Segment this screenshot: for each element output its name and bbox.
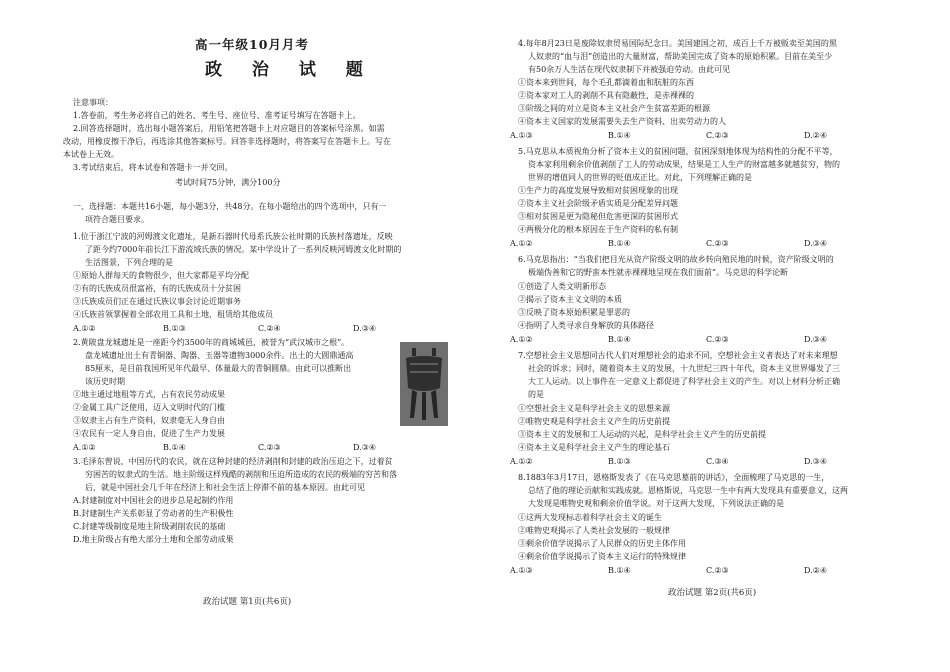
bronze-ding-icon xyxy=(400,342,448,426)
question-text: 85厘米，是目前我国所见年代最早、体量最大的青铜圆鼎。由此可以推断出 xyxy=(85,364,352,373)
option: D.③④ xyxy=(353,443,377,452)
option: A.①② xyxy=(73,443,96,452)
question-text: 8.1883年3月17日，恩格斯发表了《在马克思墓前的讲话》，全面梳理了马克思的一生， xyxy=(518,473,830,482)
options-q4 xyxy=(510,130,827,141)
option: A.①② xyxy=(510,457,533,466)
option: C.③④ xyxy=(706,457,729,466)
question-text: 4.每年8月23日是废除奴隶贸易国际纪念日。美国建国之初，成百上千万被贩卖至美国的黑 xyxy=(518,39,837,48)
statement: ②资本主义社会阶级矛盾实质是分配差异问题 xyxy=(518,199,678,208)
statement: ③相对贫困是更为隐秘但危害更深的贫困形式 xyxy=(518,212,678,221)
option: A.①② xyxy=(510,239,533,248)
statement: ④剩余价值学说揭示了资本主义运行的特殊规律 xyxy=(518,552,686,561)
statement: ①创造了人类文明新形态 xyxy=(518,282,606,291)
question-text: 总结了他的理论贡献和实践成就。恩格斯说，马克思一生中有两大发现具有重要意义，这两 xyxy=(528,486,848,495)
question-text: 极端伪善和它的野蛮本性就赤裸裸地呈现在我们面前”。马克思的科学论断 xyxy=(528,268,789,277)
option: A.①③ xyxy=(510,566,533,575)
option: A.①③ xyxy=(510,131,533,140)
option: C.②③ xyxy=(258,443,281,452)
option: D.③④ xyxy=(804,457,828,466)
footer-left: 政治试题 第1页(共6页) xyxy=(203,597,292,607)
option: A.封建制度对中国社会的进步总是起制约作用 xyxy=(73,496,234,505)
option: B.①④ xyxy=(608,131,631,140)
option: C.②③ xyxy=(706,131,729,140)
options-q6 xyxy=(510,334,827,345)
statement: ①原始人群每天的食物很少，但大家都是平均分配 xyxy=(73,271,249,280)
option: D.③④ xyxy=(353,324,377,333)
statement: ③剩余价值学说揭示了人民群众的历史主体作用 xyxy=(518,539,686,548)
statement: ④资本主义是科学社会主义产生的理论基石 xyxy=(518,443,670,452)
note-line: 改动，用橡皮擦干净后，再选涂其他答案标号。回答非选择题时，将答案写在答题卡上。写在 xyxy=(63,137,391,146)
option: B.①③ xyxy=(163,324,186,333)
section-heading: 项符合题目要求。 xyxy=(85,215,149,224)
question-text: 大工人运动。以上事件在一定意义上都促进了科学社会主义的产生。对以上材料分析正确 xyxy=(528,377,840,386)
question-text: 2.黄陂盘龙城遗址是一座距今约3500年的商城城邑，被誉为“武汉城市之根”。 xyxy=(73,338,350,347)
bronze-ding-photo xyxy=(400,342,448,426)
options-q5 xyxy=(510,238,827,249)
note-line: 1.答卷前，考生务必将自己的姓名、考生号、座位号、准考证号填写在答题卡上。 xyxy=(73,111,361,120)
option: D.③④ xyxy=(804,239,828,248)
question-text: 7.空想社会主义思想同古代人们对理想社会的追求不同，空想社会主义者表达了对未来理想 xyxy=(518,351,838,360)
statement: ④农民有一定人身自由，促进了生产力发展 xyxy=(73,429,225,438)
statement: ④资本主义国家的发展需要失去生产资料、出卖劳动力的人 xyxy=(518,117,726,126)
question-text: 盘龙城遗址出土有青铜器、陶器、玉器等遗物3000余件。出土的大圆鼎通高 xyxy=(85,351,354,360)
page-left xyxy=(55,0,450,672)
statement: ①这两大发现标志着科学社会主义的诞生 xyxy=(518,513,662,522)
option: D.③④ xyxy=(804,335,828,344)
note-line: 2.回答选择题时，选出每小题答案后，用铅笔把答题卡上对应题目的答案标号涂黑。如需 xyxy=(73,124,385,133)
options-q1 xyxy=(73,323,376,334)
statement: ②金属工具广泛使用，迈入文明时代的门槛 xyxy=(73,403,225,412)
question-text: 了距今约7000年前长江下游流域氏族的情况。某中学设计了一系列反映河姆渡文化时期的 xyxy=(85,245,402,254)
statement: ②揭示了资本主义文明的本质 xyxy=(518,295,622,304)
exam-title: 政 治 试 题 xyxy=(205,60,375,80)
question-text: 3.毛泽东曾说，中国历代的农民，就在这种封建的经济剥削和封建的政治压迫之下，过着贫 xyxy=(73,457,393,466)
statement: ①地主通过地租等方式，占有农民劳动成果 xyxy=(73,390,225,399)
notes-heading: 注意事项： xyxy=(73,98,113,107)
options-q2 xyxy=(73,442,376,453)
option: B.①④ xyxy=(608,566,631,575)
question-text: 1.位于浙江宁波的河姆渡文化遗址，是新石器时代母系氏族公社时期的氏族村落遗址，反映 xyxy=(73,232,393,241)
question-text: 的是 xyxy=(528,390,544,399)
statement: ①空想社会主义是科学社会主义的思想来源 xyxy=(518,404,670,413)
question-text: 6.马克思指出：“当我们把目光从资产阶级文明的故乡转向殖民地的时候，资产阶级文明的 xyxy=(518,255,834,264)
option: A.①② xyxy=(510,335,533,344)
option: D.地主阶级占有绝大部分土地和全部劳动成果 xyxy=(73,535,234,544)
option: C.②③ xyxy=(706,239,729,248)
option: B.①③ xyxy=(608,457,631,466)
question-text: 人奴隶的“血与泪”创造出的大量财富，帮助美国完成了资本的原始积累。目前在美至少 xyxy=(528,52,833,61)
question-text: 大发现是唯物史观和剩余价值学说。对于这两大发现，下列说法正确的是 xyxy=(528,499,784,508)
options-q8 xyxy=(510,565,827,576)
option: B.封建制生产关系彰显了劳动者的生产积极性 xyxy=(73,509,234,518)
options-q7 xyxy=(510,456,827,467)
statement: ③阶级之间的对立是资本主义社会产生贫富差距的根源 xyxy=(518,104,710,113)
question-text: 该历史时期 xyxy=(85,377,125,386)
question-text: 资本家利用剩余价值剥削了工人的劳动成果，结果是工人生产的财富越多就越贫穷，物的 xyxy=(528,160,840,169)
statement: ④氏族首领掌握着全部农用工具和土地，租赁给其他成员 xyxy=(73,310,273,319)
option: C.封建等级制度是地主阶级剥削农民的基础 xyxy=(73,522,226,531)
option: B.①④ xyxy=(608,239,631,248)
question-text: 有50余万人生活在现代奴隶制下并被强迫劳动。由此可见 xyxy=(528,65,731,74)
question-text: 穷困苦的奴隶式的生活。地主阶级这样残酷的剥削和压迫所造成的农民的极端的穷苦和落 xyxy=(85,470,397,479)
statement: ③氏族成员们正在通过氏族议事会讨论近期事务 xyxy=(73,297,241,306)
option: C.②③ xyxy=(706,566,729,575)
statement: ①资本来到世间，每个毛孔都滴着血和肮脏的东西 xyxy=(518,78,694,87)
statement: ②唯物史观是科学社会主义产生的历史前提 xyxy=(518,417,670,426)
option: D.②④ xyxy=(804,131,828,140)
statement: ④两极分化的根本原因在于生产资料的私有制 xyxy=(518,225,678,234)
time-score: 考试时间75分钟，满分100分 xyxy=(175,178,281,187)
statement: ②有的氏族成员很富裕，有的氏族成员十分贫困 xyxy=(73,284,241,293)
question-text: 世界的增值同人的世界的贬值成正比。对此，下列理解正确的是 xyxy=(528,173,752,182)
question-text: 后，就是中国社会几千年在经济上和社会生活上停滞不前的基本原因。由此可见 xyxy=(85,483,365,492)
option: C.②③ xyxy=(706,335,729,344)
statement: ④指明了人类寻求自身解放的具体路径 xyxy=(518,321,654,330)
question-text: 生活图景，下列合理的是 xyxy=(85,258,173,267)
option: A.①② xyxy=(73,324,96,333)
note-line: 本试卷上无效。 xyxy=(63,150,119,159)
statement: ②资本家对工人的剥削不具有隐蔽性，是赤裸裸的 xyxy=(518,91,694,100)
statement: ③奴隶主占有生产资料，奴隶毫无人身自由 xyxy=(73,416,225,425)
page-right xyxy=(510,0,910,672)
option: B.①④ xyxy=(608,335,631,344)
option: D.②④ xyxy=(804,566,828,575)
statement: ①生产力的高度发展导致相对贫困现象的出现 xyxy=(518,186,678,195)
statement: ②唯物史观揭示了人类社会发展的一般规律 xyxy=(518,526,670,535)
option: B.①④ xyxy=(163,443,186,452)
question-text: 社会的诉求；同时，随着资本主义的发展，十九世纪三四十年代，资本主义世界爆发了三 xyxy=(528,364,840,373)
statement: ③资本主义的发展和工人运动的兴起，是科学社会主义产生的历史前提 xyxy=(518,430,766,439)
note-line: 3.考试结束后，将本试卷和答题卡一并交回。 xyxy=(73,163,233,172)
section-heading: 一、选择题：本题共16小题，每小题3分，共48分。在每小题给出的四个选项中，只有一 xyxy=(73,202,387,211)
statement: ③反映了资本原始积累是罪恶的 xyxy=(518,308,630,317)
exam-header: 高一年级10月月考 xyxy=(195,37,309,52)
option: C.②④ xyxy=(258,324,281,333)
footer-right: 政治试题 第2页(共6页) xyxy=(668,588,757,598)
question-text: 5.马克思从本质视角分析了资本主义的贫困问题，贫困深刻地体现为结构性的分配不平等， xyxy=(518,147,838,156)
